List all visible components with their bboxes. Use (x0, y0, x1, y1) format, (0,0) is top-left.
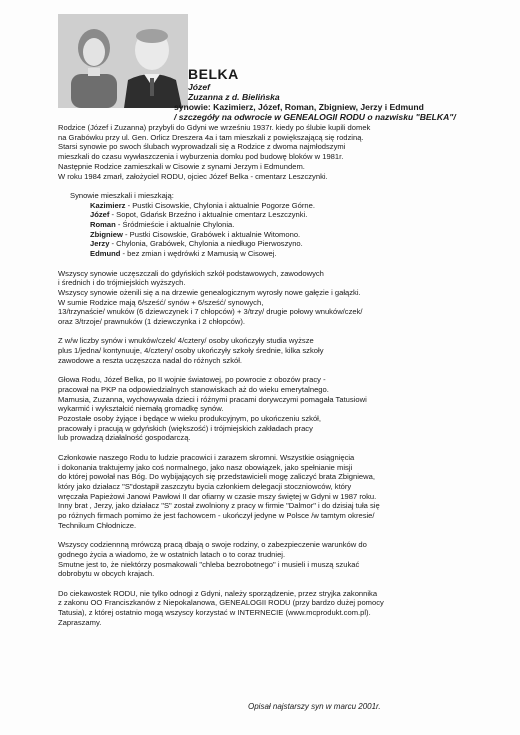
text-line: Starsi synowie po swoch ślubach wyprowadzali się a Rodzice z dwoma najmłodszymi (58, 142, 346, 152)
genealogy-note: / szczegóły na odwrocie w GENEALOGII RODU o nazwisku "BELKA"/ (174, 112, 456, 122)
text-line: zawodowe a reszta uczęszcza nadal do różnych szkół. (58, 355, 243, 365)
text-line: Wszyscy synowie uczęszczali do gdyńskich szkół podstawowych, zawodowych (58, 268, 324, 278)
sons-residence-list (58, 191, 510, 259)
text-line: wykarmić i wykształcić niemałą gromadkę synów. (58, 404, 224, 414)
parents-photo (58, 14, 188, 108)
list-item (58, 239, 510, 249)
text-line: Z w/w liczby synów i wnuków/czek/ 4/cztery/ osoby ukończyły studia wyższe (58, 336, 314, 346)
son-residence: - Pustki Cisowskie, Chylonia i aktualnie Pogorze Górne. (125, 200, 315, 210)
text-line: Następnie Rodzice zamieszkali w Cisowie z synami Jerzym i Edmundem. (58, 161, 305, 171)
son-residence: - Sopot, Gdańsk Brzeźno i aktualnie cmentarz Leszczynki. (109, 210, 308, 220)
members-paragraph (58, 453, 510, 531)
portrait-image (58, 14, 188, 108)
education-paragraph (58, 269, 510, 327)
text-line: Pozostałe osoby żyjące i będące w wieku produkcyjnym, po ukończeniu szkół, (58, 414, 321, 424)
family-surname: BELKA (188, 66, 239, 82)
son-residence: - Śródmieście i aktualnie Chylonia. (115, 220, 235, 230)
list-item (58, 230, 510, 240)
work-paragraph (58, 375, 510, 443)
son-residence: - Chylonia, Grabówek, Chylonia a niedługo Pierwoszyno. (109, 239, 303, 249)
text-line: z zakonu OO Franciszkanów z Niepokalanowa, GENEALOGII RODU (przy bardzo dużej pomocy (58, 598, 384, 608)
text-line: na Grabówku przy ul. Gen. Orlicz Dreszera 4a i tam mieszkali z powiększającą się rodziną. (58, 132, 364, 142)
son-name: Kazimierz (90, 200, 126, 210)
sons-list-intro: Synowie mieszkali i mieszkają: (70, 190, 174, 200)
text-line: Do ciekawostek RODU, nie tylko odnogi z Gdyni, należy sporządzenie, przez stryjka zakonnika (58, 588, 378, 598)
text-line: Zapraszamy. (58, 617, 102, 627)
text-line: pracował na PKP na odpowiedzialnych stanowiskach aż do wieku emerytalnego. (58, 384, 329, 394)
text-line: W roku 1984 zmarł, założyciel RODU, ojciec Józef Belka - cmentarz Leszczynki. (58, 171, 328, 181)
text-line: do której powołał nas Bóg. Do wybijających się przedstawicieli mogę zaliczyć brata Zbigniewa, (58, 472, 375, 482)
list-item (58, 249, 510, 259)
text-line: Wszyscy codziennną mrówczą pracą dbają o swoje rodziny, o zabezpieczenie warunków do (58, 540, 367, 550)
body-text (58, 123, 510, 637)
son-name: Edmund (90, 249, 121, 259)
text-line: Inny brat , Jerzy, jako działacz "S" został zwolniony z pracy w firmie "Dalmor" i do dzisiaj tuła się (58, 501, 380, 511)
text-line: Smutne jest to, że niektórzy posmakowali "chleba bezrobotnego" i musieli i muszą szukać (58, 559, 360, 569)
text-line: Wszyscy synowie ożenili się a na drzewie genealogicznym wyrosły nowe gałęzie i gałązki. (58, 287, 361, 297)
son-name: Roman (90, 220, 116, 230)
text-line: Mamusia, Zuzanna, wychowywała dzieci i różnymi pracami dorywczymi pomagała Tatusiowi (58, 394, 367, 404)
text-line: godnego życia a wiadomo, że w ostatnich latach o to coraz trudniej. (58, 549, 286, 559)
text-line: wręczała Papieżowi Janowi Pawłowi II dar ofiarny w czasie mszy świętej w Gdyni w 1987 roku. (58, 491, 377, 501)
text-line: Technikum Chłodnicze. (58, 520, 137, 530)
son-name: Józef (90, 210, 110, 220)
text-line: i dokonania traktujemy jako coś normalnego, jako nasz obowiązek, jako spełnianie misji (58, 462, 353, 472)
text-line: lub prowadzą działalność gospodarczą. (58, 433, 191, 443)
text-line: po różnych firmach pomimo że jest fachowcem - ukończył jedyne w Polsce /w tamtym okresie/ (58, 511, 375, 521)
intro-paragraph (58, 123, 510, 181)
text-line: W sumie Rodzice mają 6/sześć/ synów + 6/sześć/ synowych, (58, 297, 264, 307)
son-name: Zbigniew (90, 229, 123, 239)
text-line: Głowa Rodu, Józef Belka, po II wojnie światowej, po powrocie z obozów pracy - (58, 375, 326, 385)
text-line: i średnich i do trójmiejskich wyższych. (58, 278, 186, 288)
author-signature: Opisał najstarszy syn w marcu 2001r. (248, 702, 381, 711)
text-line: mieszkali do czasu wywłaszczenia i wyburzenia domku pod budowę bloków w 1981r. (58, 152, 344, 162)
text-line: 13/trzynaście/ wnuków (6 dziewczynek i 7 chłopców) + 3/trzy/ drugie połowy wnuków/czek/ (58, 307, 363, 317)
text-line: Członkowie naszego Rodu to ludzie pracowici i zarazem skromni. Wszystkie osiągnięcia (58, 452, 355, 462)
father-name: Józef (188, 82, 210, 92)
text-line: Rodzice (Józef i Zuzanna) przybyli do Gdyni we wrześniu 1937r. kiedy po ślubie kupili domek (58, 123, 371, 132)
families-paragraph (58, 540, 510, 579)
text-line: dobrobytu w obcych krajach. (58, 569, 155, 579)
text-line: Tatusia), z której ostatnio mogą wszyscy korzystać w INTERNECIE (www.mcprodukt.com.pl). (58, 608, 371, 618)
list-item (58, 220, 510, 230)
mother-name: Zuzanna z d. Bielińska (188, 92, 280, 102)
son-name: Jerzy (90, 239, 110, 249)
studies-paragraph (58, 336, 510, 365)
text-line: który jako działacz "S"dostąpił zaszczytu bycia członkiem delegacji stoczniowców, który (58, 481, 352, 491)
text-line: oraz 3/trzoje/ prawnuków (1 dziewczynka i 2 chłopców). (58, 317, 245, 327)
sons-list: synowie: Kazimierz, Józef, Roman, Zbigniew, Jerzy i Edmund (174, 102, 424, 112)
son-residence: - Pustki Cisowskie, Grabówek i aktualnie Witomono. (122, 229, 301, 239)
text-line: pracowały i pracują w gdyńskich (większość) i trójmiejskich zakładach pracy (58, 423, 313, 433)
text-line: plus 1/jedna/ kontynuuje, 4/cztery/ osoby ukończyły szkoły średnie, kilka szkoły (58, 346, 324, 356)
genealogy-paragraph (58, 589, 510, 628)
family-header (174, 66, 514, 122)
son-residence: - bez zmian i wędrówki z Mamusią w Cisowej. (120, 249, 277, 259)
list-item (58, 201, 510, 211)
list-item (58, 210, 510, 220)
